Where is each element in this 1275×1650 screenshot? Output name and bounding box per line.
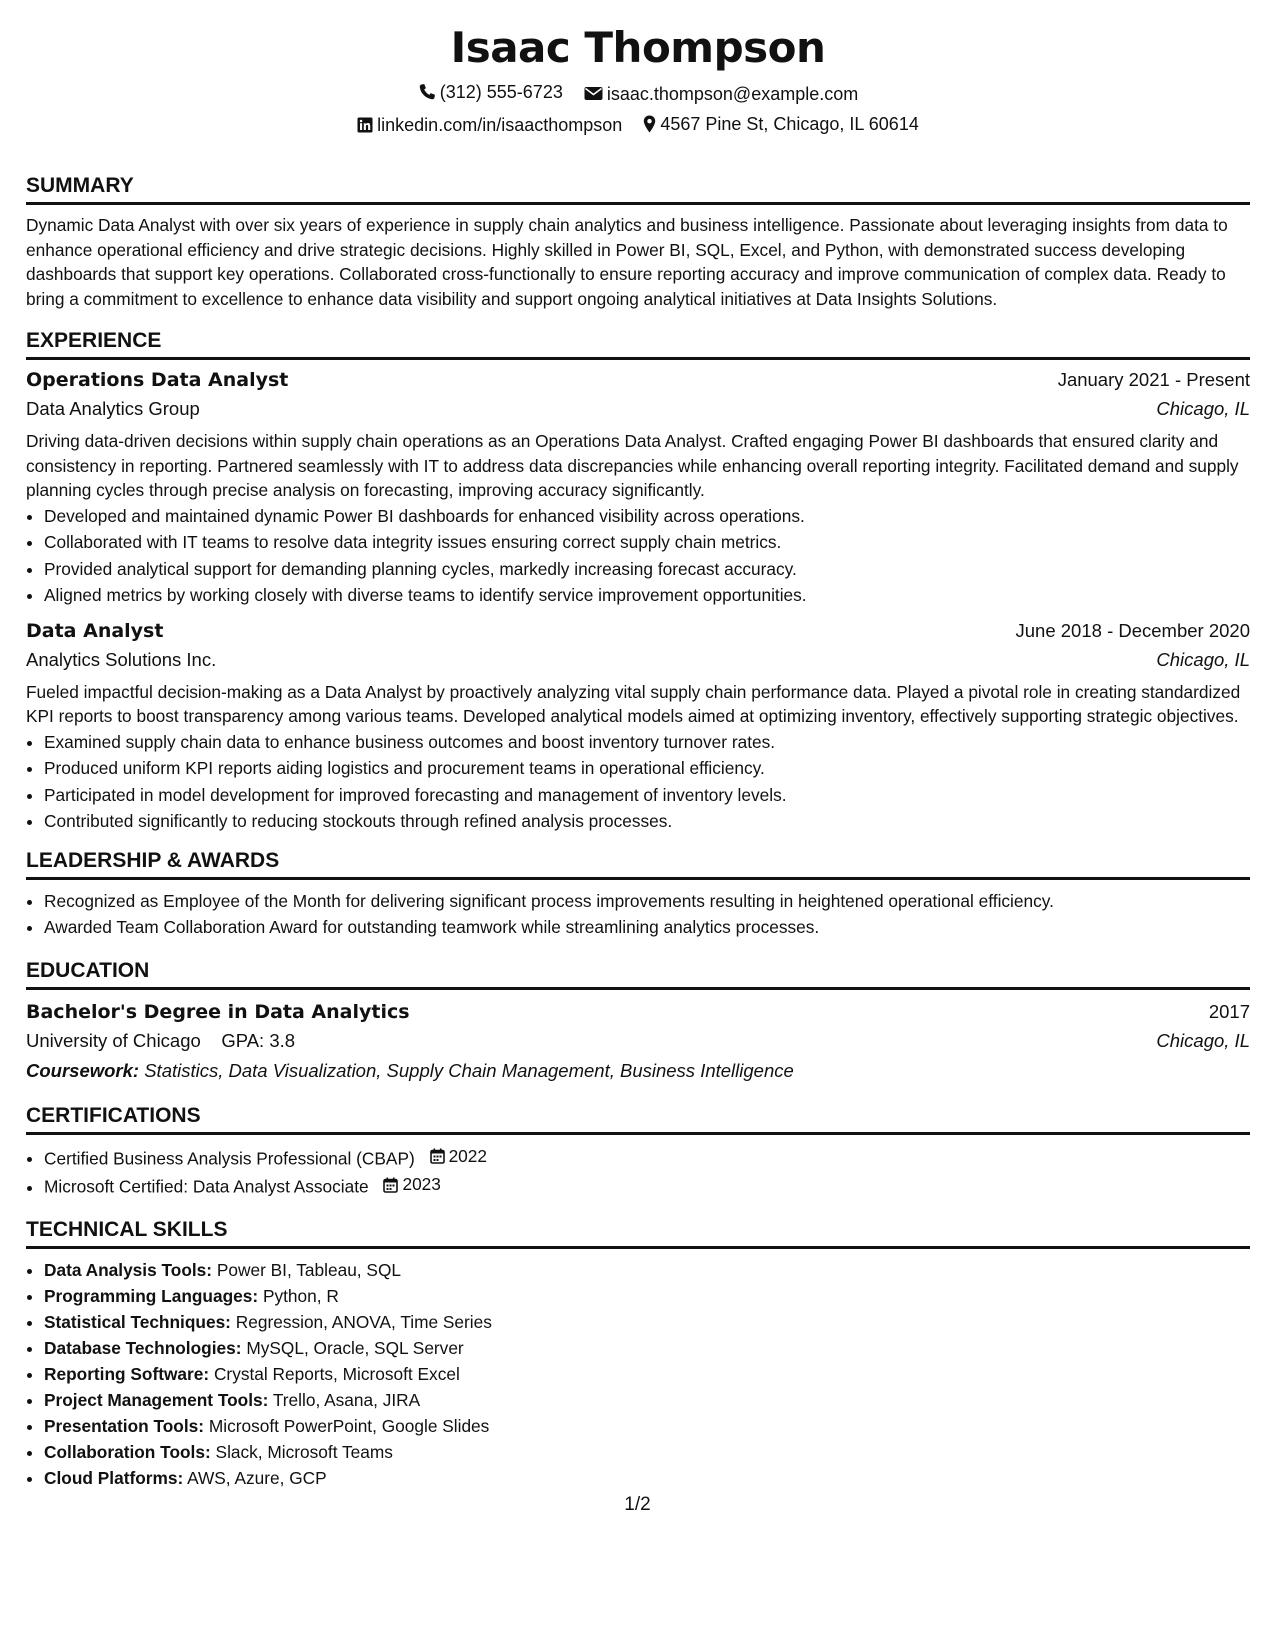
certifications-list bbox=[26, 1143, 1250, 1201]
skill-label: Data Analysis Tools: bbox=[44, 1260, 213, 1280]
graduation-year: 2017 bbox=[1208, 1000, 1250, 1022]
list-item: • Recognized as Employee of the Month for delivering significant process improvements resulting in heightened operational efficiency. bbox=[44, 888, 1250, 915]
coursework-label: Coursework: bbox=[26, 1059, 140, 1081]
list-item: • Collaborated with IT teams to resolve data integrity issues ensuring correct supply chain metrics. bbox=[44, 529, 1250, 556]
section-title: CERTIFICATIONS bbox=[26, 1103, 201, 1127]
phone-icon bbox=[418, 83, 436, 101]
skill-value: Crystal Reports, Microsoft Excel bbox=[213, 1364, 460, 1384]
list-item: • Participated in model development for improved forecasting and management of inventory levels. bbox=[44, 782, 1250, 809]
skill-value: AWS, Azure, GCP bbox=[187, 1468, 327, 1488]
linkedin-icon bbox=[357, 117, 373, 133]
skill-value: Power BI, Tableau, SQL bbox=[216, 1260, 401, 1280]
section-divider bbox=[26, 202, 1250, 205]
school-line bbox=[26, 1026, 295, 1056]
job-description: Driving data-driven decisions within supply chain operations as an Operations Data Analyst. Crafted engaging Power BI dashboards that ensured clarity and consistency in reporting. Partnered seamlessly with IT to address data discrepancies while enhancing overall reporting integrity. Facilitated demand and supply planning cycles through precise analysis on forecasting, improving accuracy significantly. bbox=[26, 431, 1239, 500]
skill-item bbox=[44, 1439, 1250, 1465]
skill-label: Reporting Software: bbox=[44, 1364, 210, 1384]
email-text: isaac.thompson@example.com bbox=[606, 83, 859, 104]
leadership-section bbox=[26, 847, 1250, 941]
job-dates: June 2018 - December 2020 bbox=[1015, 619, 1250, 641]
company-name: Data Analytics Group bbox=[26, 398, 200, 419]
certifications-section bbox=[26, 1102, 1250, 1201]
skill-item bbox=[44, 1387, 1250, 1413]
experience-section bbox=[26, 327, 1250, 835]
skill-label: Project Management Tools: bbox=[44, 1390, 269, 1410]
list-item: • Awarded Team Collaboration Award for outstanding teamwork while streamlining analytics processes. bbox=[44, 914, 1250, 941]
certification-name: Certified Business Analysis Professional (CBAP) bbox=[44, 1147, 415, 1168]
job-bullets bbox=[26, 729, 1250, 835]
gpa: GPA: 3.8 bbox=[221, 1029, 296, 1051]
linkedin-text: linkedin.com/in/isaacthompson bbox=[377, 115, 623, 135]
skills-list bbox=[26, 1257, 1250, 1491]
section-title: TECHNICAL SKILLS bbox=[26, 1218, 228, 1241]
summary-text: Dynamic Data Analyst with over six years of experience in supply chain analytics and business intelligence. Passionate about leveraging insights from data to enhance operational efficiency and drive strategic decisions. Highly skilled in Power BI, SQL, Excel, and Python, with demonstrated success developing dashboards that support key operations. Collaborated cross-functionally to ensure reporting accuracy and improve communication of complex data. Ready to bring a commitment to excellence to enhance data visibility and support ongoing analytical initiatives at Data Insights Solutions. bbox=[26, 215, 1228, 309]
address-contact bbox=[643, 112, 919, 136]
skills-section bbox=[26, 1216, 1250, 1491]
skill-label: Statistical Techniques: bbox=[44, 1312, 231, 1332]
certification-name: Microsoft Certified: Data Analyst Associate bbox=[44, 1176, 369, 1197]
map-marker-icon bbox=[643, 115, 656, 133]
skill-value: Trello, Asana, JIRA bbox=[272, 1390, 421, 1410]
job-location: Chicago, IL bbox=[1156, 398, 1250, 419]
section-divider bbox=[26, 1132, 1250, 1135]
degree-title: Bachelor's Degree in Data Analytics bbox=[26, 1000, 410, 1023]
job-bullets bbox=[26, 503, 1250, 609]
section-divider bbox=[26, 987, 1250, 990]
calendar-icon bbox=[430, 1148, 445, 1164]
list-item: • Aligned metrics by working closely with diverse teams to identify service improvement opportunities. bbox=[44, 582, 1250, 609]
phone-contact[interactable] bbox=[418, 80, 563, 104]
awards-list bbox=[26, 888, 1250, 941]
list-item bbox=[44, 1171, 1250, 1200]
phone-text: (312) 555-6723 bbox=[439, 82, 563, 102]
skill-label: Cloud Platforms: bbox=[44, 1468, 184, 1488]
section-divider bbox=[26, 1246, 1250, 1249]
job-location: Chicago, IL bbox=[1156, 648, 1250, 670]
skill-item bbox=[44, 1335, 1250, 1361]
list-item bbox=[44, 1143, 1250, 1172]
section-title: EXPERIENCE bbox=[26, 329, 162, 352]
certification-date bbox=[430, 1143, 487, 1170]
skill-value: Slack, Microsoft Teams bbox=[215, 1442, 393, 1462]
page-number: 1/2 bbox=[624, 1494, 651, 1515]
skill-item bbox=[44, 1257, 1250, 1283]
list-item: • Developed and maintained dynamic Power BI dashboards for enhanced visibility across operations. bbox=[44, 503, 1250, 530]
skill-value: Python, R bbox=[262, 1286, 339, 1306]
calendar-icon bbox=[383, 1177, 398, 1193]
summary-section bbox=[26, 172, 1250, 311]
school-name: University of Chicago bbox=[26, 1029, 201, 1051]
certification-date bbox=[383, 1171, 440, 1198]
envelope-icon bbox=[584, 86, 603, 101]
coursework-line bbox=[26, 1056, 1250, 1086]
skill-label: Programming Languages: bbox=[44, 1286, 259, 1306]
skill-item bbox=[44, 1283, 1250, 1309]
section-divider bbox=[26, 877, 1250, 880]
education-section bbox=[26, 957, 1250, 1086]
section-title: SUMMARY bbox=[26, 174, 134, 197]
job-dates: January 2021 - Present bbox=[1057, 369, 1250, 390]
contact-row-1 bbox=[26, 80, 1250, 104]
skill-value: Regression, ANOVA, Time Series bbox=[235, 1312, 492, 1332]
list-item: • Contributed significantly to reducing stockouts through refined analysis processes. bbox=[44, 808, 1250, 835]
list-item: • Produced uniform KPI reports aiding logistics and procurement teams in operational efficiency. bbox=[44, 755, 1250, 782]
job-entry bbox=[26, 617, 1250, 835]
linkedin-contact[interactable] bbox=[357, 113, 622, 137]
skill-label: Presentation Tools: bbox=[44, 1416, 205, 1436]
coursework-list: Statistics, Data Visualization, Supply Chain Management, Business Intelligence bbox=[144, 1059, 794, 1081]
skill-label: Database Technologies: bbox=[44, 1338, 242, 1358]
section-divider bbox=[26, 357, 1250, 360]
job-entry bbox=[26, 366, 1250, 609]
school-location: Chicago, IL bbox=[1156, 1029, 1250, 1051]
skill-value: Microsoft PowerPoint, Google Slides bbox=[208, 1416, 490, 1436]
certification-year: 2022 bbox=[448, 1145, 488, 1166]
list-item: • Examined supply chain data to enhance business outcomes and boost inventory turnover rates. bbox=[44, 729, 1250, 756]
skill-label: Collaboration Tools: bbox=[44, 1442, 211, 1462]
resume-page bbox=[26, 0, 1250, 1491]
skill-value: MySQL, Oracle, SQL Server bbox=[246, 1338, 464, 1358]
skill-item bbox=[44, 1309, 1250, 1335]
skill-item bbox=[44, 1361, 1250, 1387]
candidate-name: Isaac Thompson bbox=[450, 23, 826, 72]
contact-row-2 bbox=[26, 112, 1250, 136]
email-contact[interactable] bbox=[584, 82, 858, 106]
skill-item bbox=[44, 1465, 1250, 1491]
job-description: Fueled impactful decision-making as a Data Analyst by proactively analyzing vital supply chain performance data. Played a pivotal role in creating standardized KPI reports to boost transparency among various teams. Developed analytical models aimed at optimizing inventory, effectively supporting strategic objectives. bbox=[26, 681, 1241, 726]
list-item: • Provided analytical support for demanding planning cycles, markedly increasing forecast accuracy. bbox=[44, 556, 1250, 583]
section-title: EDUCATION bbox=[26, 958, 150, 982]
skill-item bbox=[44, 1413, 1250, 1439]
company-name: Analytics Solutions Inc. bbox=[26, 648, 217, 670]
job-title: Data Analyst bbox=[26, 619, 164, 642]
job-title: Operations Data Analyst bbox=[26, 369, 289, 391]
address-text: 4567 Pine St, Chicago, IL 60614 bbox=[660, 114, 919, 134]
section-title: LEADERSHIP & AWARDS bbox=[26, 848, 280, 872]
certification-year: 2023 bbox=[402, 1174, 441, 1195]
